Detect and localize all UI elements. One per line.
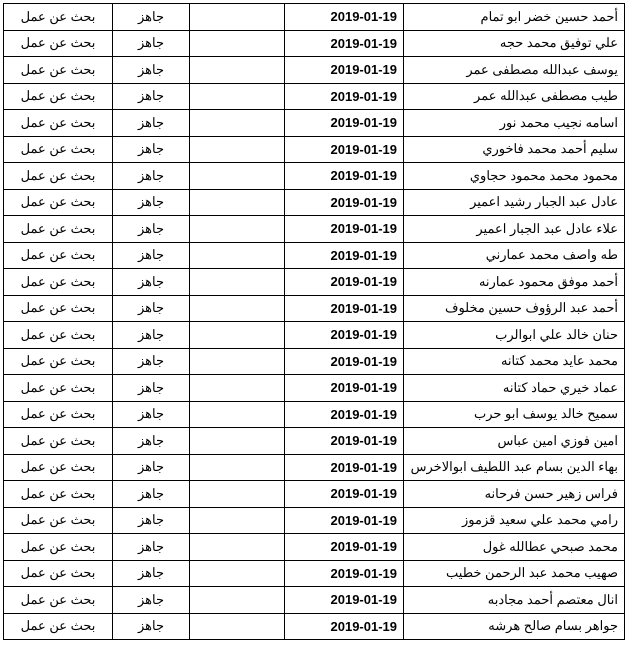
date-cell: 2019-01-19 bbox=[285, 295, 404, 322]
readiness-cell: جاهز bbox=[113, 83, 190, 110]
table-row bbox=[4, 30, 625, 57]
readiness-cell: جاهز bbox=[113, 507, 190, 534]
table-row bbox=[4, 295, 625, 322]
empty-cell bbox=[190, 57, 285, 84]
table-row bbox=[4, 587, 625, 614]
name-cell: أحمد عبد الرؤوف حسين مخلوف bbox=[404, 295, 625, 322]
readiness-cell: جاهز bbox=[113, 454, 190, 481]
date-cell: 2019-01-19 bbox=[285, 560, 404, 587]
table-row bbox=[4, 322, 625, 349]
readiness-cell: جاهز bbox=[113, 57, 190, 84]
status-cell: بحث عن عمل bbox=[4, 534, 113, 561]
status-cell: بحث عن عمل bbox=[4, 163, 113, 190]
applicants-table bbox=[3, 3, 625, 640]
date-cell: 2019-01-19 bbox=[285, 428, 404, 455]
date-cell: 2019-01-19 bbox=[285, 534, 404, 561]
date-cell: 2019-01-19 bbox=[285, 613, 404, 640]
empty-cell bbox=[190, 295, 285, 322]
date-cell: 2019-01-19 bbox=[285, 216, 404, 243]
empty-cell bbox=[190, 454, 285, 481]
readiness-cell: جاهز bbox=[113, 216, 190, 243]
name-cell: سميح خالد يوسف ابو حرب bbox=[404, 401, 625, 428]
date-cell: 2019-01-19 bbox=[285, 454, 404, 481]
status-cell: بحث عن عمل bbox=[4, 295, 113, 322]
name-cell: طيب مصطفى عبدالله عمر bbox=[404, 83, 625, 110]
name-cell: علي توفيق محمد حجه bbox=[404, 30, 625, 57]
name-cell: بهاء الدين بسام عبد اللطيف ابوالاخرس bbox=[404, 454, 625, 481]
date-cell: 2019-01-19 bbox=[285, 322, 404, 349]
empty-cell bbox=[190, 216, 285, 243]
empty-cell bbox=[190, 375, 285, 402]
name-cell: يوسف عبدالله مصطفى عمر bbox=[404, 57, 625, 84]
date-cell: 2019-01-19 bbox=[285, 30, 404, 57]
date-cell: 2019-01-19 bbox=[285, 57, 404, 84]
name-cell: صهيب محمد عبد الرحمن خطيب bbox=[404, 560, 625, 587]
readiness-cell: جاهز bbox=[113, 4, 190, 31]
empty-cell bbox=[190, 189, 285, 216]
status-cell: بحث عن عمل bbox=[4, 83, 113, 110]
name-cell: محمد صبحي عطالله غول bbox=[404, 534, 625, 561]
name-cell: أحمد حسين خضر ابو تمام bbox=[404, 4, 625, 31]
date-cell: 2019-01-19 bbox=[285, 163, 404, 190]
date-cell: 2019-01-19 bbox=[285, 189, 404, 216]
table-row bbox=[4, 269, 625, 296]
name-cell: محمود محمد محمود حجاوي bbox=[404, 163, 625, 190]
empty-cell bbox=[190, 401, 285, 428]
readiness-cell: جاهز bbox=[113, 136, 190, 163]
date-cell: 2019-01-19 bbox=[285, 110, 404, 137]
name-cell: فراس زهير حسن فرحانه bbox=[404, 481, 625, 508]
readiness-cell: جاهز bbox=[113, 587, 190, 614]
empty-cell bbox=[190, 322, 285, 349]
date-cell: 2019-01-19 bbox=[285, 587, 404, 614]
table-row bbox=[4, 454, 625, 481]
table-row bbox=[4, 507, 625, 534]
empty-cell bbox=[190, 136, 285, 163]
name-cell: علاء عادل عبد الجبار اعمير bbox=[404, 216, 625, 243]
table-row bbox=[4, 57, 625, 84]
empty-cell bbox=[190, 348, 285, 375]
status-cell: بحث عن عمل bbox=[4, 57, 113, 84]
empty-cell bbox=[190, 242, 285, 269]
name-cell: أحمد موفق محمود عمارنه bbox=[404, 269, 625, 296]
date-cell: 2019-01-19 bbox=[285, 242, 404, 269]
date-cell: 2019-01-19 bbox=[285, 401, 404, 428]
name-cell: محمد عايد محمد كتانه bbox=[404, 348, 625, 375]
table-row bbox=[4, 401, 625, 428]
status-cell: بحث عن عمل bbox=[4, 481, 113, 508]
table-row bbox=[4, 83, 625, 110]
status-cell: بحث عن عمل bbox=[4, 269, 113, 296]
readiness-cell: جاهز bbox=[113, 534, 190, 561]
date-cell: 2019-01-19 bbox=[285, 507, 404, 534]
status-cell: بحث عن عمل bbox=[4, 189, 113, 216]
table-row bbox=[4, 4, 625, 31]
table-row bbox=[4, 375, 625, 402]
name-cell: سليم أحمد محمد فاخوري bbox=[404, 136, 625, 163]
readiness-cell: جاهز bbox=[113, 428, 190, 455]
empty-cell bbox=[190, 83, 285, 110]
readiness-cell: جاهز bbox=[113, 481, 190, 508]
status-cell: بحث عن عمل bbox=[4, 348, 113, 375]
status-cell: بحث عن عمل bbox=[4, 428, 113, 455]
readiness-cell: جاهز bbox=[113, 269, 190, 296]
empty-cell bbox=[190, 507, 285, 534]
status-cell: بحث عن عمل bbox=[4, 322, 113, 349]
table-row bbox=[4, 216, 625, 243]
status-cell: بحث عن عمل bbox=[4, 560, 113, 587]
name-cell: امين فوزي امين عباس bbox=[404, 428, 625, 455]
status-cell: بحث عن عمل bbox=[4, 613, 113, 640]
name-cell: حنان خالد علي ابوالرب bbox=[404, 322, 625, 349]
status-cell: بحث عن عمل bbox=[4, 454, 113, 481]
readiness-cell: جاهز bbox=[113, 401, 190, 428]
table-row bbox=[4, 189, 625, 216]
readiness-cell: جاهز bbox=[113, 189, 190, 216]
status-cell: بحث عن عمل bbox=[4, 4, 113, 31]
date-cell: 2019-01-19 bbox=[285, 136, 404, 163]
readiness-cell: جاهز bbox=[113, 560, 190, 587]
status-cell: بحث عن عمل bbox=[4, 30, 113, 57]
name-cell: طه واصف محمد عمارني bbox=[404, 242, 625, 269]
status-cell: بحث عن عمل bbox=[4, 242, 113, 269]
status-cell: بحث عن عمل bbox=[4, 110, 113, 137]
table-row bbox=[4, 613, 625, 640]
readiness-cell: جاهز bbox=[113, 163, 190, 190]
table-body bbox=[4, 4, 625, 640]
empty-cell bbox=[190, 587, 285, 614]
date-cell: 2019-01-19 bbox=[285, 4, 404, 31]
table-row bbox=[4, 348, 625, 375]
name-cell: اسامه نجيب محمد نور bbox=[404, 110, 625, 137]
date-cell: 2019-01-19 bbox=[285, 269, 404, 296]
status-cell: بحث عن عمل bbox=[4, 136, 113, 163]
name-cell: جواهر بسام صالح هرشه bbox=[404, 613, 625, 640]
table-row bbox=[4, 163, 625, 190]
readiness-cell: جاهز bbox=[113, 242, 190, 269]
date-cell: 2019-01-19 bbox=[285, 83, 404, 110]
table-row bbox=[4, 110, 625, 137]
status-cell: بحث عن عمل bbox=[4, 401, 113, 428]
status-cell: بحث عن عمل bbox=[4, 375, 113, 402]
table-row bbox=[4, 481, 625, 508]
table-row bbox=[4, 560, 625, 587]
readiness-cell: جاهز bbox=[113, 348, 190, 375]
applicants-sheet bbox=[3, 3, 625, 640]
readiness-cell: جاهز bbox=[113, 110, 190, 137]
readiness-cell: جاهز bbox=[113, 322, 190, 349]
empty-cell bbox=[190, 30, 285, 57]
empty-cell bbox=[190, 428, 285, 455]
empty-cell bbox=[190, 269, 285, 296]
date-cell: 2019-01-19 bbox=[285, 375, 404, 402]
status-cell: بحث عن عمل bbox=[4, 587, 113, 614]
readiness-cell: جاهز bbox=[113, 613, 190, 640]
readiness-cell: جاهز bbox=[113, 295, 190, 322]
name-cell: عماد خيري حماد كتانه bbox=[404, 375, 625, 402]
table-row bbox=[4, 242, 625, 269]
empty-cell bbox=[190, 613, 285, 640]
empty-cell bbox=[190, 534, 285, 561]
readiness-cell: جاهز bbox=[113, 375, 190, 402]
empty-cell bbox=[190, 4, 285, 31]
empty-cell bbox=[190, 110, 285, 137]
empty-cell bbox=[190, 560, 285, 587]
table-row bbox=[4, 534, 625, 561]
status-cell: بحث عن عمل bbox=[4, 216, 113, 243]
readiness-cell: جاهز bbox=[113, 30, 190, 57]
name-cell: عادل عبد الجبار رشيد اعمير bbox=[404, 189, 625, 216]
status-cell: بحث عن عمل bbox=[4, 507, 113, 534]
table-row bbox=[4, 136, 625, 163]
name-cell: رامي محمد علي سعيد قزموز bbox=[404, 507, 625, 534]
table-row bbox=[4, 428, 625, 455]
date-cell: 2019-01-19 bbox=[285, 481, 404, 508]
date-cell: 2019-01-19 bbox=[285, 348, 404, 375]
empty-cell bbox=[190, 163, 285, 190]
name-cell: انال معتصم أحمد مجادبه bbox=[404, 587, 625, 614]
empty-cell bbox=[190, 481, 285, 508]
